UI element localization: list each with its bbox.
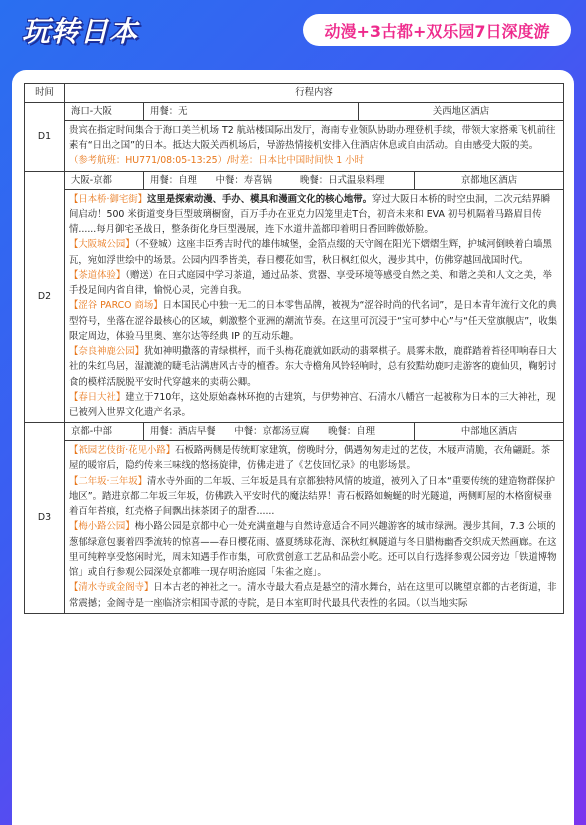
day3-meals: 用餐：酒店早餐 中餐：京都汤豆腐 晚餐：自理 bbox=[144, 423, 415, 441]
day3-route: 京都-中部 bbox=[65, 423, 144, 441]
section bbox=[69, 390, 559, 420]
day1-paragraph: 贵宾在指定时间集合于海口美兰机场 T2 航站楼国际出发厅，海南专业领队协助办理登机手续，带领大家搭乘飞机前往素有“日出之国”的日本。抵达大阪关西机场后，导游热情接机安排入住酒店休息或自由活动。自由感受大阪的美。 bbox=[69, 125, 556, 152]
section-text: 清水寺外面的二年坂、三年坂是具有京都独特风情的坡道，被列入了日本“重要传统的建造物群保护地区”。踏进京都二年坂三年坂，仿佛跌入平安时代的魔法结界！青石板路如蜿蜒的时光隧道，两侧町屋的木格窗棂垂着百年苔痕，红壳格子间飘出抹茶团子的甜香...... bbox=[69, 475, 555, 518]
section bbox=[69, 237, 559, 267]
section-tag: 【祇园艺伎街·花见小路】 bbox=[69, 445, 176, 457]
section-tag: 【春日大社】 bbox=[69, 391, 126, 403]
day2-detail-row bbox=[25, 189, 564, 423]
section-tag: 【茶道体验】 bbox=[69, 269, 126, 281]
section-tag: 【日本桥·御宅街】 bbox=[69, 193, 147, 205]
day3-detail bbox=[65, 441, 564, 614]
day1-detail bbox=[65, 121, 564, 172]
section-text: 日本国民心中独一无二的日本零售品牌，被视为“涩谷时尚的代名词”，是日本青年流行文化的典型符号，坐落在涩谷最核心的区域，刺激整个亚洲的潮流节奏。在这里可沉浸于“宝可梦中心”与“任天堂旗舰店”，收集限定周边，体验马里奥、塞尔达等经典 IP 的互动乐趣。 bbox=[69, 300, 558, 342]
section-tag: 【二年坂·三年坂】 bbox=[69, 475, 147, 487]
section-tag: 【清水寺或金阁寺】 bbox=[69, 582, 154, 594]
day1-meals: 用餐：无 bbox=[144, 103, 359, 121]
section-tag: 【涩谷 PARCO 商场】 bbox=[69, 300, 163, 312]
section-tag: 【奈良神鹿公园】 bbox=[69, 346, 145, 358]
brand-logo: 玩转日本 bbox=[22, 15, 139, 48]
section bbox=[69, 580, 559, 610]
title-banner bbox=[303, 14, 571, 46]
col-content-header: 行程内容 bbox=[65, 84, 564, 103]
section-text: （不登城）这座丰臣秀吉时代的雄伟城堡，金箔点缀的天守阁在阳光下熠熠生辉，护城河倒映着白墙黑瓦，宛如浮世绘中的场景。公园内四季皆美，春日樱花如雪，秋日枫红似火，漫步其中，仿佛穿越回战国时代。 bbox=[69, 239, 552, 266]
section bbox=[69, 474, 559, 520]
banner-text: 动漫+3古都+双乐园7日深度游 bbox=[324, 21, 550, 41]
table-header-row bbox=[25, 84, 564, 103]
day1-detail-row bbox=[25, 121, 564, 172]
section bbox=[69, 443, 559, 473]
section-text: 日本古老的神社之一。清水寺最大看点是悬空的清水舞台，站在这里可以眺望京都的古老街道，非常震撼；金阁寺是一座临济宗相国寺派的寺院，是日本室町时代最具代表性的名园。（以当地实际 bbox=[69, 582, 557, 609]
day3-label: D3 bbox=[25, 423, 65, 614]
day2-detail bbox=[65, 189, 564, 423]
day3-summary-row bbox=[25, 423, 564, 441]
section-text: （赠送）在日式庭园中学习茶道，通过品茶、赏器、享受环境等感受自然之美、和谐之美和人文之美，举手投足间内省自律，愉悦心灵，完善自我。 bbox=[69, 269, 552, 297]
day1-label: D1 bbox=[25, 103, 65, 172]
section-text: 梅小路公园是京都中心一处充满童趣与自然诗意适合不同兴趣游客的城市绿洲。漫步其间，7.3 公顷的葱郁绿意包裹着四季流转的惊喜——春日樱花雨、盛夏绣球花海、深秋红枫隧道与冬日腊梅幽香交织成天然画廊。在这里可纯粹享受悠闲时光，周末知遇手作市集，可欣赏创意工艺品和品尝小吃。还可以自行选择参观公园旁边「铁道博物馆」或自行参观公园深处京都唯一现存明治庭园「朱雀之庭」。 bbox=[69, 521, 557, 579]
day2-route: 大阪-京都 bbox=[65, 171, 144, 189]
day3-hotel: 中部地区酒店 bbox=[415, 423, 564, 441]
day1-hotel: 关西地区酒店 bbox=[359, 103, 564, 121]
day2-meals: 用餐：自理 中餐：寿喜锅 晚餐：日式温泉料理 bbox=[144, 171, 415, 189]
section-text: 建立于710年，这处原始森林环抱的古建筑，与伊势神宫、石清水八幡宫一起被称为日本的三大神社，现已被列入世界文化遗产名录。 bbox=[69, 391, 556, 418]
day2-label: D2 bbox=[25, 171, 65, 423]
day2-summary-row bbox=[25, 171, 564, 189]
col-time-header: 时间 bbox=[25, 84, 65, 103]
day1-route: 海口-大阪 bbox=[65, 103, 144, 121]
section bbox=[69, 298, 559, 344]
section bbox=[69, 519, 559, 580]
day1-summary-row bbox=[25, 103, 564, 121]
itinerary-table bbox=[24, 83, 564, 614]
day2-hotel: 京都地区酒店 bbox=[415, 171, 564, 189]
section-text: 穿过大阪日本桥的时空虫洞，二次元结界瞬间启动！500 米街道变身巨型玻璃橱窗，百万手办在亚克力囚笼里走T台，初音未来和 EVA 初号机隔着马路眉目传情......每月御宅圣战日，整条街化身巨型漫展，连下水道井盖都印着明日香回眸傲娇脸。 bbox=[69, 193, 551, 236]
day1-flight-note: （参考航班：HU771/08:05-13:25）/时差：日本比中国时间快 1 小时 bbox=[69, 155, 364, 167]
section bbox=[69, 344, 559, 390]
section-text: 石板路两侧是传统町家建筑，傍晚时分，偶遇匆匆走过的艺伎，木屐声清脆，衣角翩跹。茶屋的暖帘后，隐约传来三味线的悠扬旋律，仿佛走进了《艺伎回忆录》的电影场景。 bbox=[69, 445, 551, 472]
section-tag: 【大阪城公园】 bbox=[69, 239, 135, 251]
section-tag: 【梅小路公园】 bbox=[69, 521, 135, 533]
itinerary-paper bbox=[12, 70, 574, 825]
section bbox=[69, 268, 559, 298]
section-text: 犹如神明撒落的青绿棋枰，而千头梅花鹿就如跃动的翡翠棋子。晨雾未散，鹿群踏着苔径叩响春日大社的朱红鸟居，湿漉漉的睫毛沾满唐风古寺的檀香。东大寺檐角风铃轻响时，总有狡黠幼鹿叼走游客的鹿仙贝，鞠躬讨食的模样活脱脱平安时代穿越来的卖萌公卿。 bbox=[69, 346, 557, 388]
section bbox=[69, 192, 559, 238]
section-highlight: 这里是探索动漫、手办、模具和漫画文化的核心地带。 bbox=[146, 193, 372, 205]
day3-detail-row bbox=[25, 441, 564, 614]
